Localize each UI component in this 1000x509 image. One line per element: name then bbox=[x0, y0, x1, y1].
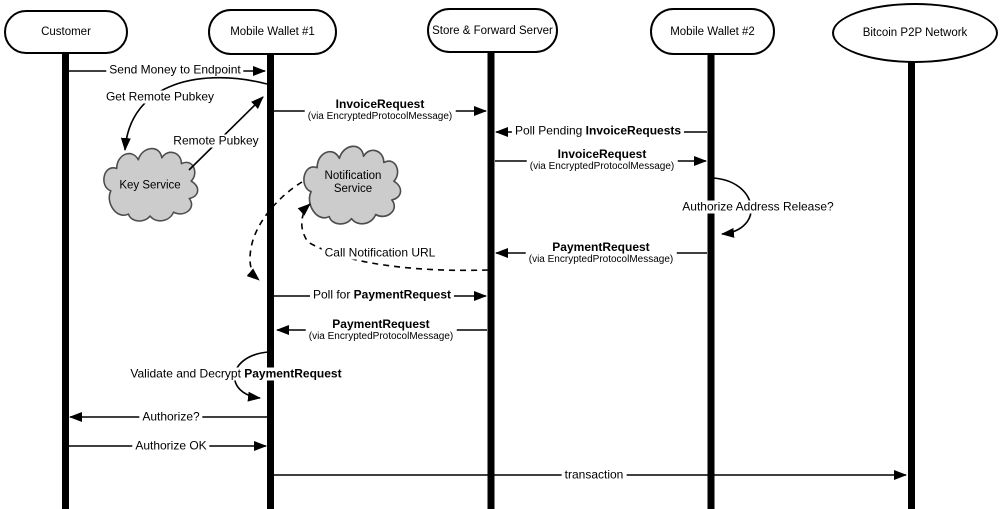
selfloop-authorize-address-release bbox=[712, 178, 751, 234]
participant-mobile-wallet-2: Mobile Wallet #2 bbox=[650, 8, 775, 55]
label-authorize-address-release: Authorize Address Release? bbox=[679, 201, 836, 214]
label-call-notification-url: Call Notification URL bbox=[322, 247, 439, 260]
label-get-remote-pubkey: Get Remote Pubkey bbox=[103, 91, 217, 104]
selfloop-validate-decrypt bbox=[235, 352, 268, 398]
label-validate-decrypt-prefix: Validate and Decrypt bbox=[130, 366, 245, 381]
lifeline-mobile-wallet-1 bbox=[267, 50, 274, 509]
label-payment-request-1-title: PaymentRequest bbox=[552, 240, 650, 254]
key-service-cloud bbox=[104, 149, 198, 221]
dashed-arrow-notify-wallet1 bbox=[250, 182, 302, 280]
label-invoice-request-1-subtitle: (via EncryptedProtocolMessage) bbox=[307, 111, 453, 122]
notification-service-label: Notification Service bbox=[324, 170, 382, 195]
label-send-money: Send Money to Endpoint bbox=[106, 64, 243, 77]
lifelines bbox=[62, 48, 915, 509]
label-invoice-request-2-subtitle: (via EncryptedProtocolMessage) bbox=[529, 161, 675, 172]
label-poll-pending-bold: InvoiceRequests bbox=[585, 123, 682, 138]
lifeline-mobile-wallet-2 bbox=[708, 50, 715, 509]
lifeline-bitcoin-p2p bbox=[908, 58, 915, 509]
label-payment-request-2-subtitle: (via EncryptedProtocolMessage) bbox=[308, 331, 454, 342]
lifeline-store-forward-server bbox=[488, 48, 495, 509]
label-transaction: transaction bbox=[562, 469, 627, 482]
label-poll-for-payment-bold: PaymentRequest bbox=[353, 287, 452, 302]
label-invoice-request-2-title: InvoiceRequest bbox=[557, 147, 647, 161]
participant-bitcoin-p2p-network: Bitcoin P2P Network bbox=[832, 3, 998, 63]
label-invoice-request-1-title: InvoiceRequest bbox=[335, 97, 425, 111]
label-remote-pubkey: Remote Pubkey bbox=[170, 135, 261, 148]
label-poll-pending-prefix: Poll Pending bbox=[514, 123, 586, 138]
label-payment-request-1-subtitle: (via EncryptedProtocolMessage) bbox=[528, 254, 674, 265]
label-authorize-q: Authorize? bbox=[139, 411, 202, 424]
participant-store-forward-server: Store & Forward Server bbox=[427, 8, 558, 53]
label-validate-decrypt-bold: PaymentRequest bbox=[244, 366, 342, 381]
participant-customer: Customer bbox=[4, 10, 128, 54]
label-payment-request-2-title: PaymentRequest bbox=[332, 317, 430, 331]
label-authorize-ok: Authorize OK bbox=[132, 440, 209, 453]
arrow-remote-pubkey bbox=[189, 97, 263, 170]
notification-service-cloud bbox=[304, 146, 401, 224]
key-service-label: Key Service bbox=[119, 179, 181, 192]
lifeline-customer bbox=[62, 50, 69, 509]
participant-mobile-wallet-1: Mobile Wallet #1 bbox=[208, 9, 337, 55]
label-poll-for-payment-prefix: Poll for bbox=[312, 287, 354, 302]
